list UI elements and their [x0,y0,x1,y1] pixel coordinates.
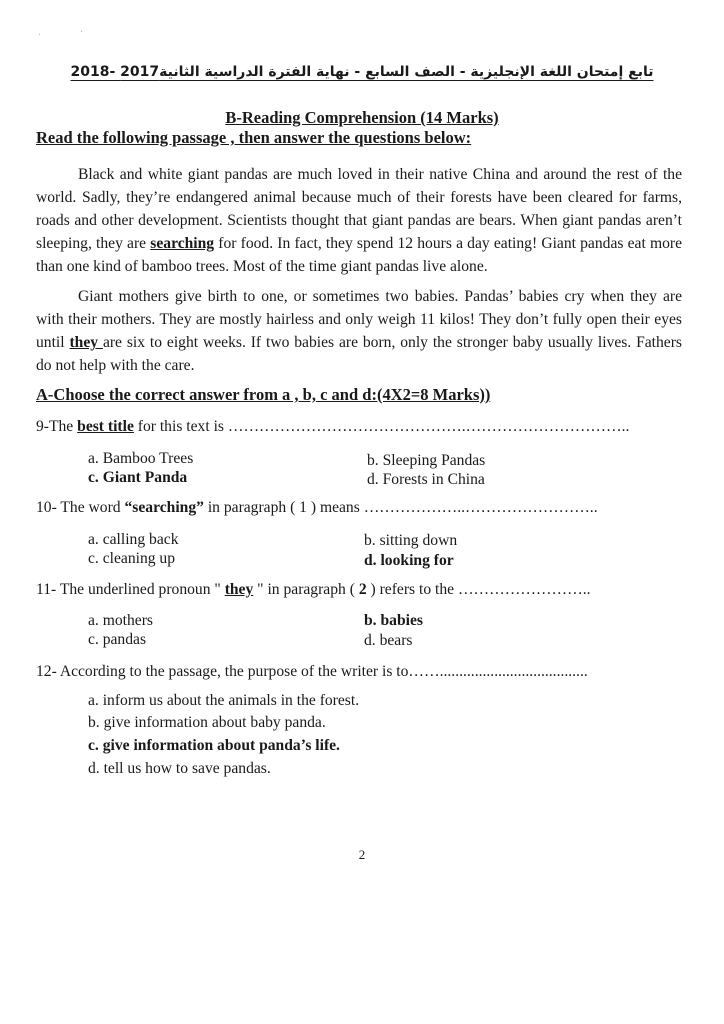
scan-speck: · [80,27,84,38]
question-10 [36,499,598,517]
section-heading: B-Reading Comprehension (14 Marks) [225,108,499,127]
q10-option-c: c. cleaning up [88,550,176,567]
passage-text: are six to eight weeks. If two babies are born, only the stronger baby usually lives. Fathers do not help with the care. [36,334,682,374]
passage-paragraph-2 [36,285,682,377]
q12-option-a: a. inform us about the animals in the forest. [88,692,360,709]
question-9 [36,418,629,436]
q12-option-d: d. tell us how to save pandas. [88,760,271,777]
underlined-word-they: they [69,334,103,351]
q9-option-a: a. Bamboo Trees [88,450,194,467]
q11-option-a: a. mothers [88,612,153,629]
question-text: for this text is ……………………………………….………………………….. [133,418,630,435]
q11-option-c: c. pandas [88,631,147,648]
question-text: " in paragraph ( [253,581,359,598]
question-emphasis: they [224,581,254,598]
passage-text: Black and white giant pandas are much loved in their native China and around the rest of the world. Sadly, they’re endangered animal because much of their forests have been cleared for farms, roads and other development. Scientists thought that giant pandas are bears. When giant pandas aren’t sleeping, they are [36,166,682,252]
section-instruction: Read the following passage , then answer the questions below: [36,128,472,147]
question-emphasis: best title [77,418,134,435]
question-12: 12- According to the passage, the purpose of the writer is to……...................................... [36,663,588,680]
q9-option-c: c. Giant Panda [88,469,188,486]
page-number: 2 [358,847,366,862]
question-text: 10- The word [36,499,125,516]
question-emphasis: 2 [358,581,367,598]
q12-option-b: b. give information about baby panda. [88,714,326,731]
exam-title-arabic: تابع إمتحان اللغة الإنجليزية - الصف السابع - نهاية الفترة الدراسية الثانية2017 -2018 [70,64,654,80]
q9-option-d: d. Forests in China [367,471,485,488]
question-text: in paragraph ( 1 ) means ………………..…………………….. [203,499,598,516]
question-11 [36,581,591,599]
passage-paragraph-1 [36,163,682,278]
q10-option-d: d. looking for [364,552,454,569]
question-emphasis: “searching” [124,499,204,516]
question-text: ) refers to the …………………….. [366,581,591,598]
scan-speck: · [38,30,42,41]
q10-option-a: a. calling back [88,531,179,548]
q9-option-b: b. Sleeping Pandas [367,452,486,469]
passage-text: for food. In fact, they spend 12 hours a day eating! Giant pandas eat more than one kind of bamboo trees. Most of the time giant pandas live alone. [36,235,682,275]
underlined-word-searching: searching [150,235,215,252]
q10-option-b: b. sitting down [364,532,458,549]
q12-option-c: c. give information about panda’s life. [88,737,340,754]
q11-option-d: d. bears [364,632,413,649]
q11-option-b: b. babies [364,612,423,629]
question-text: 9-The [36,418,78,435]
passage-text: Giant mothers give birth to one, or sometimes two babies. Pandas’ babies cry when they are with their mothers. They are mostly hairless and only weigh 11 kilos! They don’t fully open their eyes until [36,288,682,351]
part-a-heading: A-Choose the correct answer from a , b, c and d:(4X2=8 Marks)) [36,385,491,404]
question-text: 11- The underlined pronoun " [36,581,225,598]
